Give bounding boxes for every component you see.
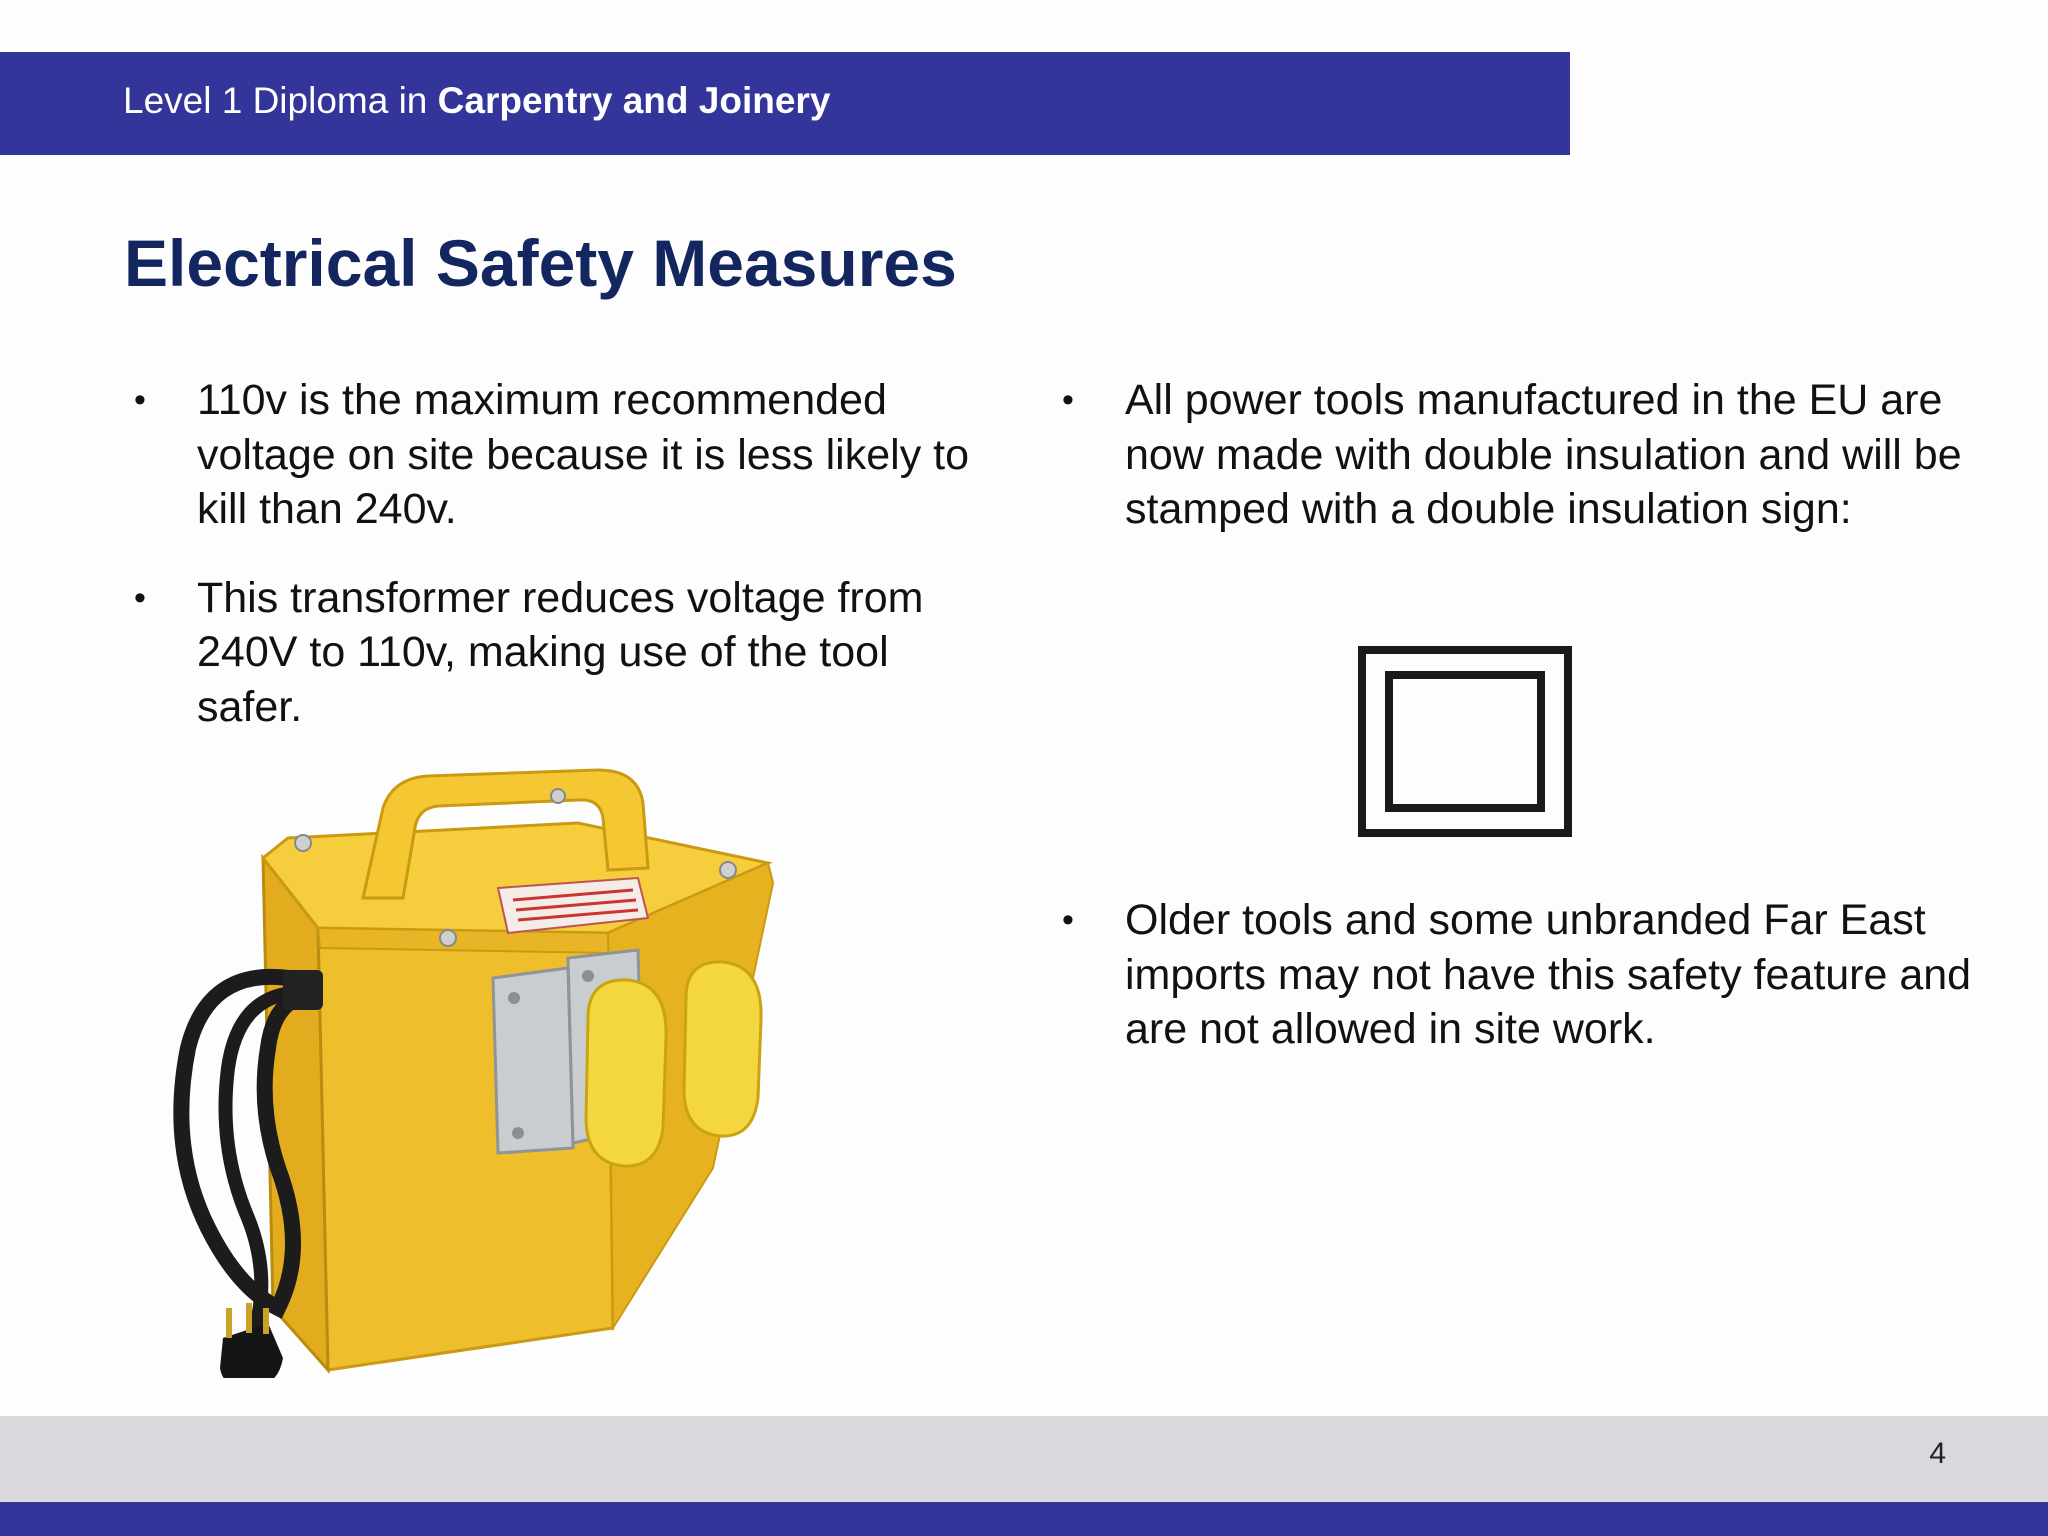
bullet-text: 110v is the maximum recommended voltage on site because it is less likely to kill than 240v. bbox=[197, 376, 970, 533]
footer-band bbox=[0, 1416, 2048, 1502]
course-header-prefix: Level 1 Diploma in bbox=[123, 80, 438, 121]
bullet-item bbox=[1054, 373, 1974, 537]
bullet-item bbox=[126, 571, 986, 735]
bullet-dot: • bbox=[134, 578, 146, 617]
bullet-item bbox=[126, 373, 986, 537]
right-top-bullet-list bbox=[1054, 373, 1974, 537]
right-bottom-bullet-list bbox=[1054, 893, 1974, 1057]
bullet-text: Older tools and some unbranded Far East imports may not have this safety feature and are not allowed in site work. bbox=[1125, 896, 1972, 1053]
bullet-text: This transformer reduces voltage from 240V to 110v, making use of the tool safer. bbox=[197, 573, 924, 731]
bullet-item bbox=[1054, 893, 1974, 1057]
bullet-dot: • bbox=[1062, 901, 1074, 939]
course-header-name: Carpentry and Joinery bbox=[437, 80, 831, 121]
bullet-text: All power tools manufactured in the EU are now made with double insulation and will be stamped with a double insulation sign: bbox=[1125, 376, 1962, 533]
transformer-image bbox=[168, 748, 808, 1378]
left-bullet-list bbox=[126, 373, 986, 734]
page-number: 4 bbox=[1929, 1437, 1946, 1470]
bottom-band bbox=[0, 1502, 2048, 1536]
double-insulation-symbol-icon bbox=[1358, 646, 1572, 837]
bullet-dot: • bbox=[134, 381, 146, 419]
course-header bbox=[123, 80, 830, 122]
slide-title: Electrical Safety Measures bbox=[124, 226, 957, 300]
bullet-dot: • bbox=[1062, 381, 1074, 419]
